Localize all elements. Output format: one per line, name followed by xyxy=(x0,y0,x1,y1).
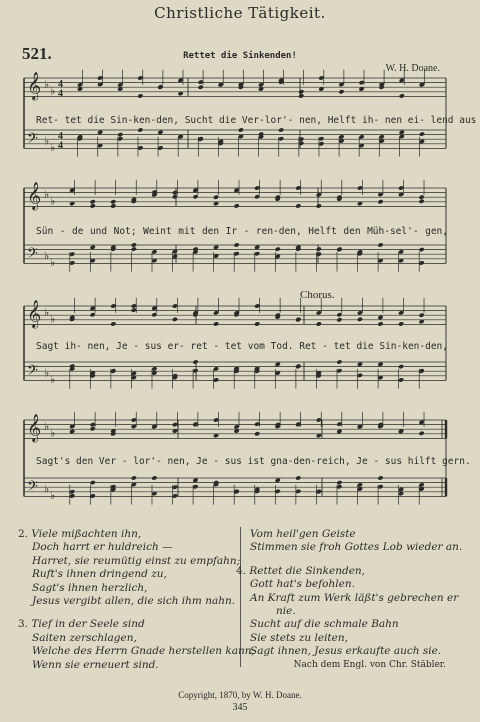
flat-sign: ♭ xyxy=(50,141,56,155)
verses-left-column xyxy=(18,528,256,672)
verse-line: nie. xyxy=(276,605,296,618)
lyrics-system-3: Sagt ih- nen, Je - sus er- ret - tet vom Tod. Ret - tet die Sin-ken-den, xyxy=(36,341,448,352)
bass-clef: 𝄢 xyxy=(27,478,38,499)
verse-2 xyxy=(18,528,247,608)
hymn-title: Rettet die Sinkenden! xyxy=(183,51,297,61)
note-head xyxy=(192,359,198,364)
verse-line: Harret, sie reumütig einst zu empfahn; xyxy=(32,554,241,567)
note-head xyxy=(275,362,281,367)
note-head xyxy=(192,478,198,483)
note-head xyxy=(90,245,96,250)
flat-sign: ♭ xyxy=(44,482,50,496)
note-head xyxy=(172,317,178,322)
note-head xyxy=(213,195,219,200)
note-head xyxy=(316,246,322,251)
note-head xyxy=(316,203,322,208)
flat-sign: ♭ xyxy=(50,312,56,326)
treble-clef: 𝄞 xyxy=(27,71,42,100)
verse-line: Welche des Herrn Gnade herstellen kann; xyxy=(32,645,256,658)
note-head xyxy=(275,478,281,483)
note-head xyxy=(336,317,342,322)
note-head xyxy=(419,199,425,204)
bass-clef: 𝄢 xyxy=(27,362,38,383)
note-head xyxy=(295,203,301,208)
note-head xyxy=(90,203,96,208)
note-head xyxy=(151,475,157,480)
note-head xyxy=(254,431,260,436)
note-head xyxy=(213,245,219,250)
flat-sign: ♭ xyxy=(50,84,56,98)
lyrics-system-1: Ret- tet die Sin-ken-den, Sucht die Ver-lor'- nen, Helft ih- nen ei- lend aus xyxy=(36,115,477,126)
verse-line: Sie stets zu leiten, xyxy=(250,631,348,644)
note-head xyxy=(419,247,425,252)
time-signature: 4 xyxy=(58,79,63,91)
note-head xyxy=(419,313,425,318)
note-head xyxy=(377,362,383,367)
note-head xyxy=(336,246,342,251)
note-head xyxy=(357,317,363,322)
note-head xyxy=(377,199,383,204)
note-head xyxy=(234,203,240,208)
note-head xyxy=(357,362,363,367)
note-head xyxy=(336,480,342,485)
flat-sign: ♭ xyxy=(44,249,50,263)
note-head xyxy=(254,321,260,326)
note-head xyxy=(377,242,383,247)
note-head xyxy=(399,130,405,135)
copyright-notice: Copyright, 1870, by W. H. Doane. xyxy=(178,690,302,700)
note-head xyxy=(419,431,425,436)
note-head xyxy=(213,321,219,326)
note-head xyxy=(295,317,301,322)
note-head xyxy=(137,127,143,132)
treble-clef: 𝄞 xyxy=(27,413,42,442)
verse-line: Sagt's ihnen herzlich, xyxy=(32,581,148,594)
note-head xyxy=(298,89,304,94)
flat-sign: ♭ xyxy=(50,373,56,387)
treble-clef: 𝄞 xyxy=(27,181,42,210)
note-head xyxy=(278,127,284,132)
note-head xyxy=(336,429,342,434)
note-head xyxy=(110,321,116,326)
note-head xyxy=(338,89,344,94)
note-head xyxy=(377,315,383,320)
verse-line: Jesus vergibt allen, die sich ihm nahn. xyxy=(32,595,236,608)
verse-4 xyxy=(236,564,459,659)
lyrics-system-4: Sagt's den Ver - lor'- nen, Je - sus ist gna-den-reich, Je - sus hilft gern. xyxy=(36,456,471,467)
hymn-number: 521. xyxy=(22,44,52,63)
composer-credit: W. H. Doane. xyxy=(385,63,440,74)
section-title: Christliche Tätigkeit. xyxy=(154,4,326,22)
verse-line: Gott hat's befohlen. xyxy=(250,578,355,591)
translation-credit: Nach dem Engl. von Chr. Stäbler. xyxy=(293,659,446,670)
note-head xyxy=(69,429,75,434)
verse-line: Saiten zerschlagen, xyxy=(32,631,137,644)
note-head xyxy=(419,195,425,200)
verse-line: Doch harrt er huldreich — xyxy=(32,541,173,554)
note-head xyxy=(234,242,240,247)
note-head xyxy=(198,85,204,90)
verse-line: Viele mißachten ihn, xyxy=(31,528,142,540)
verse-line: An Kraft zum Werk läßt's gebrechen er xyxy=(250,591,459,604)
verse-line: Rettet die Sinkenden, xyxy=(249,564,366,577)
verse-line: Tief in der Seele sind xyxy=(31,618,145,631)
note-head xyxy=(131,246,137,251)
flat-sign: ♭ xyxy=(44,134,50,148)
flat-sign: ♭ xyxy=(50,194,56,208)
flat-sign: ♭ xyxy=(50,256,56,270)
verse-line: Sucht auf die schmale Bahn xyxy=(250,618,399,631)
flat-sign: ♭ xyxy=(44,188,50,202)
verse-number: 4. xyxy=(236,564,247,577)
bass-clef: 𝄢 xyxy=(27,130,38,151)
verses-right-column xyxy=(236,528,463,672)
flat-sign: ♭ xyxy=(50,426,56,440)
note-head xyxy=(295,363,301,368)
flat-sign: ♭ xyxy=(44,306,50,320)
note-head xyxy=(90,199,96,204)
note-head xyxy=(419,131,425,136)
flat-sign: ♭ xyxy=(50,489,56,503)
note-head xyxy=(275,246,281,251)
time-signature: 4 xyxy=(58,131,63,143)
note-head xyxy=(110,199,116,204)
note-head xyxy=(298,93,304,98)
chorus-label: Chorus. xyxy=(300,289,335,301)
note-head xyxy=(399,93,405,98)
note-head xyxy=(131,242,137,247)
note-head xyxy=(295,475,301,480)
note-head xyxy=(238,127,244,132)
page-number: 345 xyxy=(232,702,248,713)
note-head xyxy=(254,245,260,250)
note-head xyxy=(90,480,96,485)
lyrics-system-2: Sün - de und Not; Weint mit den Ir - ren-den, Helft den Müh-sel'- gen, xyxy=(36,226,448,237)
note-head xyxy=(316,321,322,326)
note-head xyxy=(377,321,383,326)
note-head xyxy=(97,130,103,135)
verse-number: 2. xyxy=(18,528,29,540)
verse-line: Sagt ihnen, Jesus erkaufte auch sie. xyxy=(250,645,442,658)
verse-line: Vom heil'gen Geiste xyxy=(250,528,356,540)
time-signature: 4 xyxy=(58,140,63,152)
note-head xyxy=(137,93,143,98)
note-head xyxy=(398,321,404,326)
verse-number: 3. xyxy=(18,618,29,631)
flat-sign: ♭ xyxy=(44,420,50,434)
note-head xyxy=(131,475,137,480)
note-head xyxy=(157,130,163,135)
note-head xyxy=(398,364,404,369)
flat-sign: ♭ xyxy=(44,366,50,380)
verse-3 xyxy=(18,618,256,672)
verse-line: Stimmen sie froh Gottes Lob wieder an. xyxy=(250,541,463,554)
bass-clef: 𝄢 xyxy=(27,245,38,266)
flat-sign: ♭ xyxy=(44,78,50,92)
note-head xyxy=(117,132,123,137)
verse-line: Ruft's ihnen dringend zu, xyxy=(32,568,167,581)
note-head xyxy=(110,203,116,208)
treble-clef: 𝄞 xyxy=(27,299,42,328)
note-head xyxy=(377,475,383,480)
verse-line: Wenn sie erneuert sind. xyxy=(32,658,159,671)
time-signature: 4 xyxy=(58,88,63,100)
note-head xyxy=(336,359,342,364)
